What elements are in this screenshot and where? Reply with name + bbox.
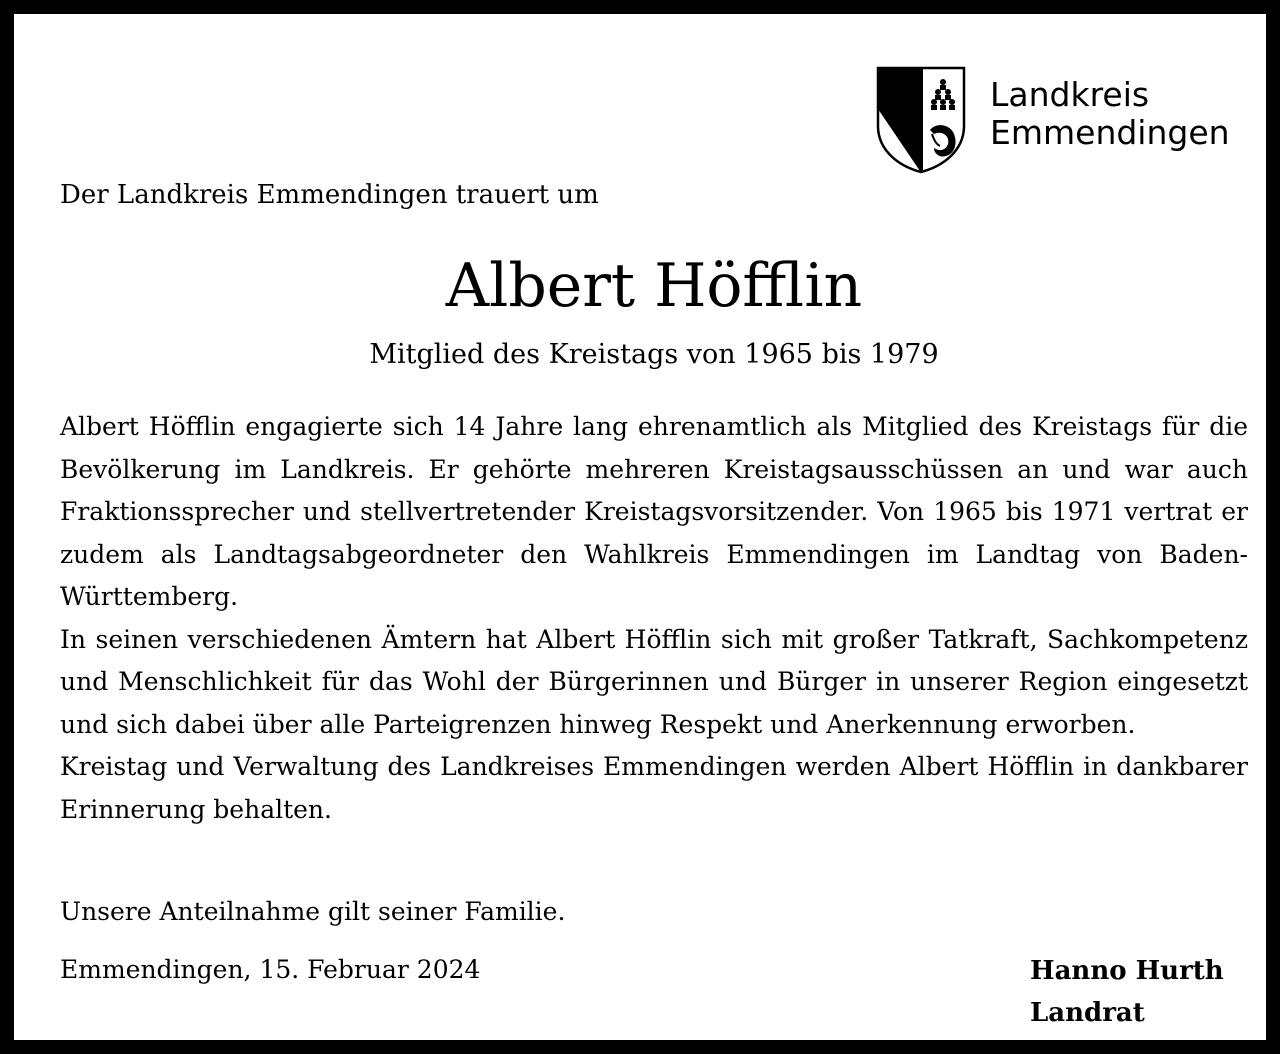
deceased-role: Mitglied des Kreistags von 1965 bis 1979 xyxy=(369,339,939,370)
obituary-body xyxy=(60,406,1248,831)
signature-block xyxy=(1030,950,1224,1034)
paragraph-service: Albert Höfflin engagierte sich 14 Jahre lang ehrenamtlich als Mitglied des Kreistags für die Bevölkerung im Landkreis. Er gehörte mehreren Kreistagsausschüssen an und war auch Fraktionssprecher und stellvertretender Kreistagsvorsitzender. Von 1965 bis 1971 vertrat er zudem als Landtagsabgeordneter den Wahlkreis Emmendingen im Landtag von Baden-Württemberg. xyxy=(60,412,1248,611)
signatory-name: Hanno Hurth xyxy=(1030,956,1224,986)
intro-line: Der Landkreis Emmendingen trauert um xyxy=(60,180,599,210)
district-logo xyxy=(876,66,1230,174)
paragraph-merits: In seinen verschiedenen Ämtern hat Albert Höfflin sich mit großer Tatkraft, Sachkompetenz und Menschlichkeit für das Wohl der Bürgerinnen und Bürger in unserer Region eingesetzt und sich dabei über alle Parteigrenzen hinweg Respekt und Anerkennung erworben. xyxy=(60,624,1248,739)
district-name xyxy=(990,76,1230,152)
place-date: Emmendingen, 15. Februar 2024 xyxy=(60,955,481,984)
deceased-name: Albert Höfflin xyxy=(445,251,863,321)
condolence-line: Unsere Anteilnahme gilt seiner Familie. xyxy=(60,897,566,926)
paragraph-remembrance: Kreistag und Verwaltung des Landkreises Emmendingen werden Albert Höfflin in dankbarer Erinnerung behalten. xyxy=(60,752,1248,824)
signatory-title: Landrat xyxy=(1030,998,1145,1028)
district-name-line2: Emmendingen xyxy=(990,113,1230,152)
district-name-line1: Landkreis xyxy=(990,75,1150,114)
coat-of-arms-icon xyxy=(876,66,966,174)
